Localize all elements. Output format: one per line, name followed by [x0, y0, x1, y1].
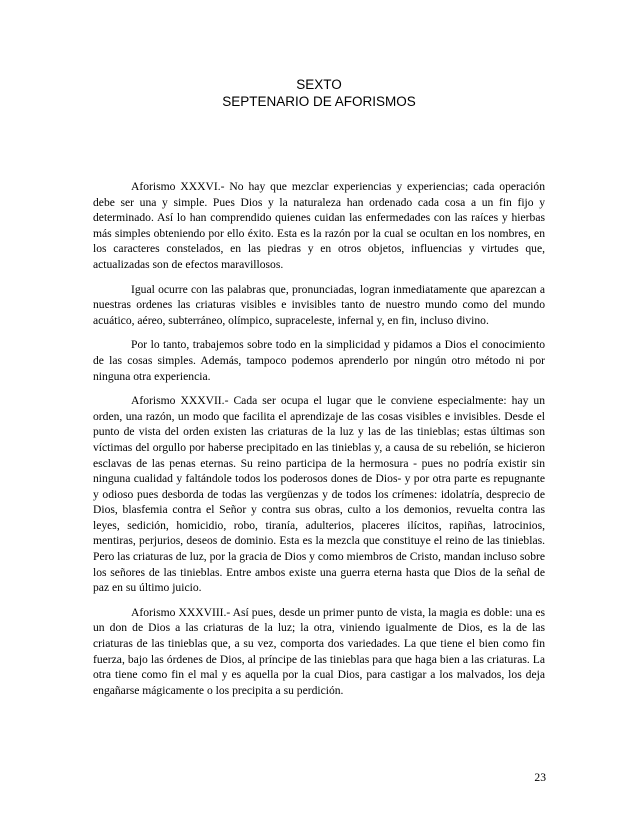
- body-text: [93, 179, 545, 707]
- paragraph-aforismo-37: Aforismo XXXVII.- Cada ser ocupa el lugar que le conviene especialmente: hay un orden, una razón, un modo que facilita el aprendizaje de las cosas visibles e invisibles. Desde el punto de vista del orden existen las criaturas de la luz y las de las tinieblas; estas últimas son víctimas del orgullo por haberse precipitado en las tinieblas y, a causa de su rebelión, se hicieron esclavas de las penas eternas. Su reino participa de la hermosura - pues no podría existir sin ninguna cualidad y faltándole todos los poderosos dones de Dios- y por otra parte es repugnante y odioso pues desborda de todas las vergüenzas y de todos los crímenes: idolatría, desprecio de Dios, blasfemia contra el Señor y contra sus obras, culto a los demonios, revuelta contra las leyes, sedición, homicidio, robo, tiranía, adulterios, placeres ilícitos, rapiñas, latrocinios, mentiras, perjurios, deseos de dominio. Esta es la mezcla que constituye el reino de las tinieblas. Pero las criaturas de luz, por la gracia de Dios y como miembros de Cristo, mandan incluso sobre los señores de las tinieblas. Entre ambos existe una guerra eterna hasta que Dios de la señal de paz en su último juicio.: [93, 394, 545, 595]
- page-number: 23: [534, 771, 546, 784]
- paragraph-palabras: Igual ocurre con las palabras que, pronunciadas, logran inmediatamente que aparezcan a nuestras ordenes las criaturas visibles e invisibles tanto de nuestro mundo como del mundo acuático, aéreo, subterráneo, olímpico, supraceleste, infernal y, en fin, incluso divino.: [93, 282, 545, 327]
- section-title: SEXTO: [296, 77, 342, 92]
- page-heading: [0, 76, 638, 110]
- section-subtitle: SEPTENARIO DE AFORISMOS: [222, 94, 416, 109]
- paragraph-aforismo-38: Aforismo XXXVIII.- Así pues, desde un primer punto de vista, la magia es doble: una es un don de Dios a las criaturas de la luz; la otra, viniendo igualmente de Dios, es la de las criaturas de las tinieblas que, a su vez, comporta dos variedades. La que tiene el bien como fin fuerza, bajo las órdenes de Dios, al príncipe de las tinieblas para que haga bien a las criaturas. La otra tiene como fin el mal y es aquella por la cual Dios, para castigar a los malvados, los deja engañarse mágicamente o los precipita a su perdición.: [93, 605, 545, 697]
- paragraph-simplicidad: Por lo tanto, trabajemos sobre todo en la simplicidad y pidamos a Dios el conocimiento de las cosas simples. Además, tampoco podemos aprenderlo por ningún otro método ni por ninguna otra experiencia.: [93, 338, 545, 383]
- paragraph-aforismo-36: Aforismo XXXVI.- No hay que mezclar experiencias y experiencias; cada operación debe ser una y simple. Pues Dios y la naturaleza han ordenado cada cosa a un fin fijo y determinado. Así lo han comprendido quienes cuidan las enfermedades con las raíces y hierbas más simples obteniendo por ello éxito. Esta es la razón por la cual se ocultan en los nombres, en los caracteres constelados, en las piedras y en otros objetos, influencias y virtudes que, actualizadas son de efectos maravillosos.: [93, 180, 545, 271]
